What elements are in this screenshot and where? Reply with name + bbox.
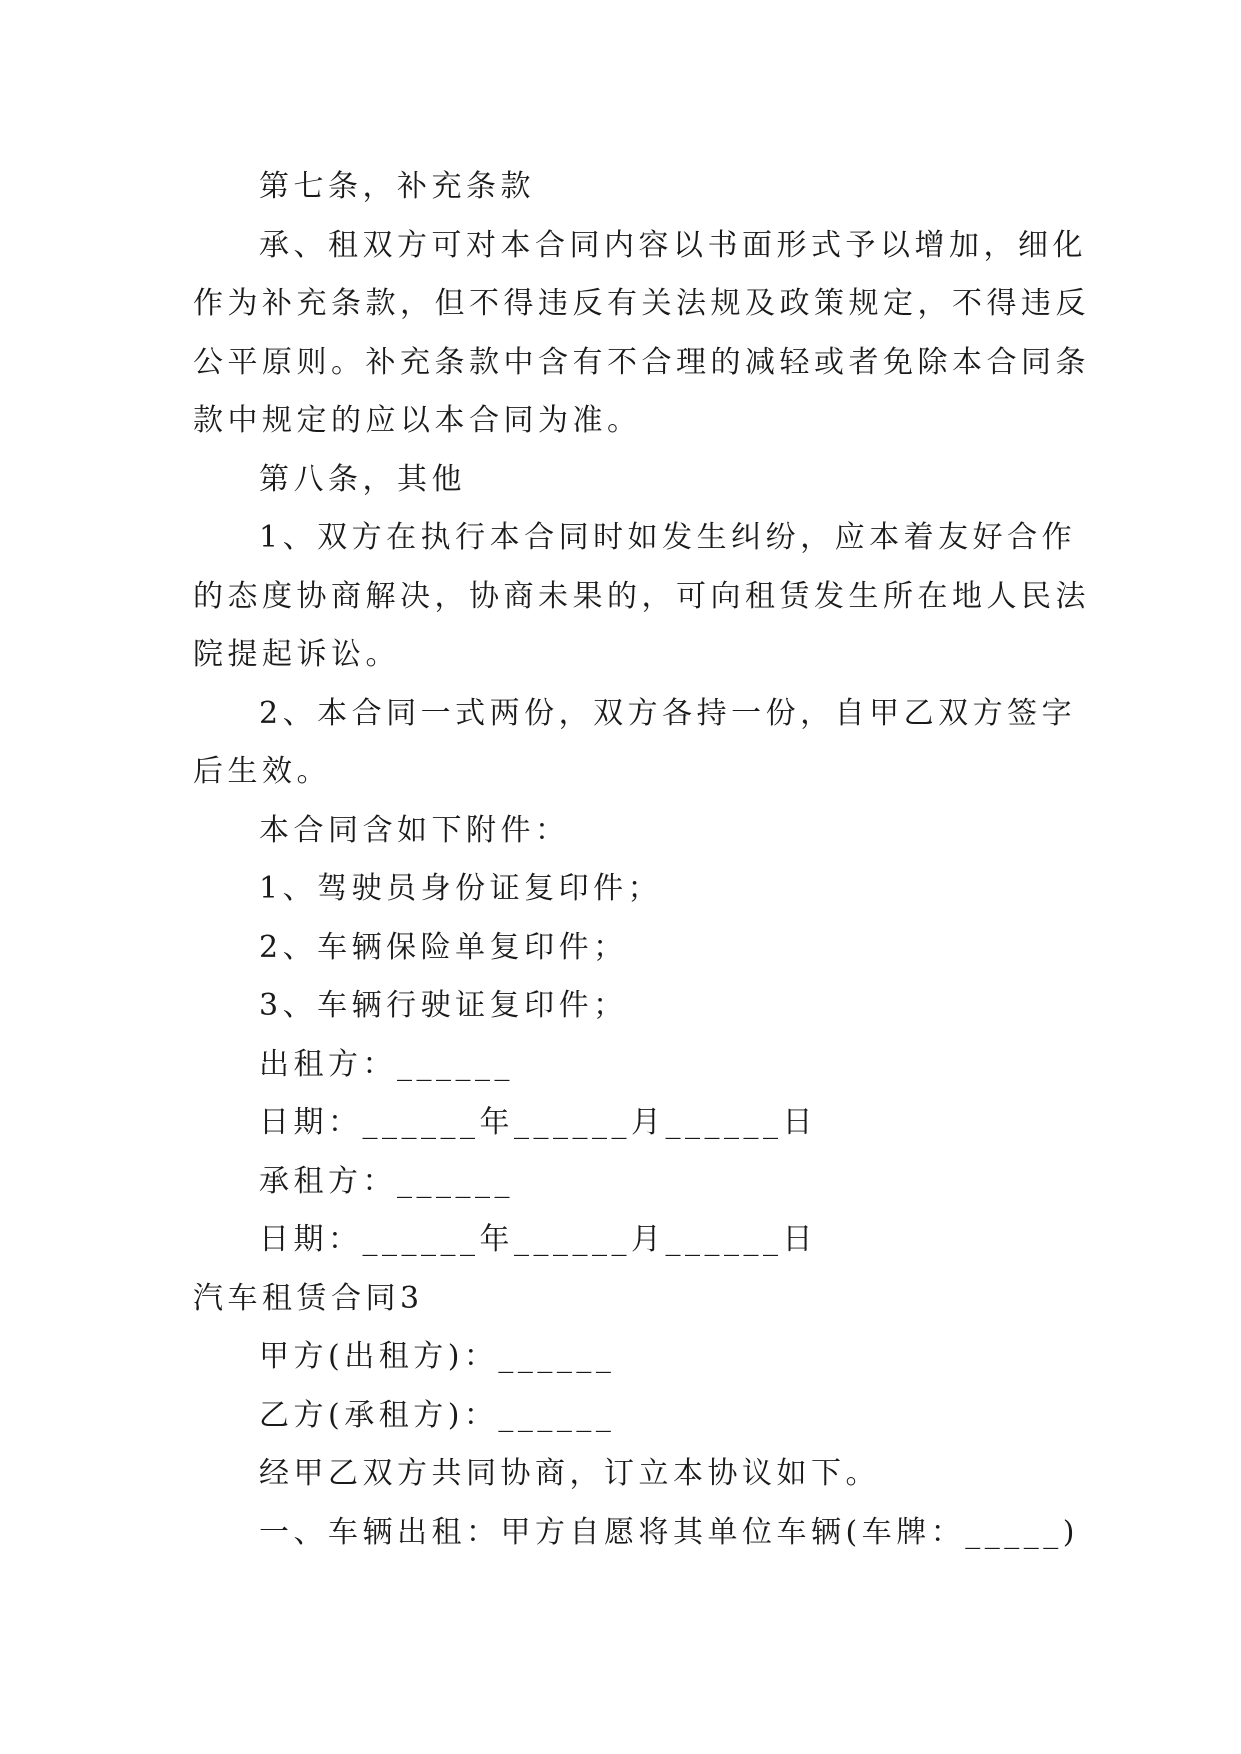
attachment-item: 3、车辆行驶证复印件； bbox=[259, 988, 628, 1023]
paragraph-line: 款中规定的应以本合同为准。 bbox=[193, 403, 642, 438]
party-b-line: 乙方(承租方)：______ bbox=[259, 1397, 616, 1433]
attachments-heading: 本合同含如下附件： bbox=[259, 812, 570, 848]
paragraph-line: 经甲乙双方共同协商，订立本协议如下。 bbox=[259, 1456, 880, 1491]
paragraph-line: 一、车辆出租：甲方自愿将其单位车辆(车牌：_____) bbox=[259, 1514, 1079, 1550]
paragraph-line: 的态度协商解决，协商未果的，可向租赁发生所在地人民法 bbox=[193, 578, 1090, 614]
paragraph-line: 2、本合同一式两份，双方各持一份，自甲乙双方签字 bbox=[259, 695, 1077, 731]
paragraph-line: 承、租双方可对本合同内容以书面形式予以增加，细化 bbox=[259, 227, 1087, 263]
attachment-item: 2、车辆保险单复印件； bbox=[259, 929, 628, 965]
paragraph-line: 作为补充条款，但不得违反有关法规及政策规定，不得违反 bbox=[193, 286, 1090, 321]
clause-8-heading: 第八条，其他 bbox=[259, 461, 466, 497]
lessor-signature-line: 出租方：______ bbox=[259, 1046, 514, 1082]
section-title: 汽车租赁合同3 bbox=[193, 1280, 424, 1316]
lessee-signature-line: 承租方：______ bbox=[259, 1163, 514, 1199]
date-line: 日期：______年______月______日 bbox=[259, 1222, 817, 1257]
paragraph-line: 院提起诉讼。 bbox=[193, 637, 400, 672]
party-a-line: 甲方(出租方)：______ bbox=[259, 1339, 616, 1374]
paragraph-line: 1、双方在执行本合同时如发生纠纷，应本着友好合作 bbox=[259, 520, 1077, 555]
date-line: 日期：______年______月______日 bbox=[259, 1105, 817, 1140]
paragraph-line: 后生效。 bbox=[193, 754, 331, 789]
document-body bbox=[193, 158, 1090, 1562]
paragraph-line: 公平原则。补充条款中含有不合理的减轻或者免除本合同条 bbox=[193, 344, 1090, 380]
attachment-item: 1、驾驶员身份证复印件； bbox=[259, 871, 663, 906]
clause-7-heading: 第七条，补充条款 bbox=[259, 169, 535, 204]
